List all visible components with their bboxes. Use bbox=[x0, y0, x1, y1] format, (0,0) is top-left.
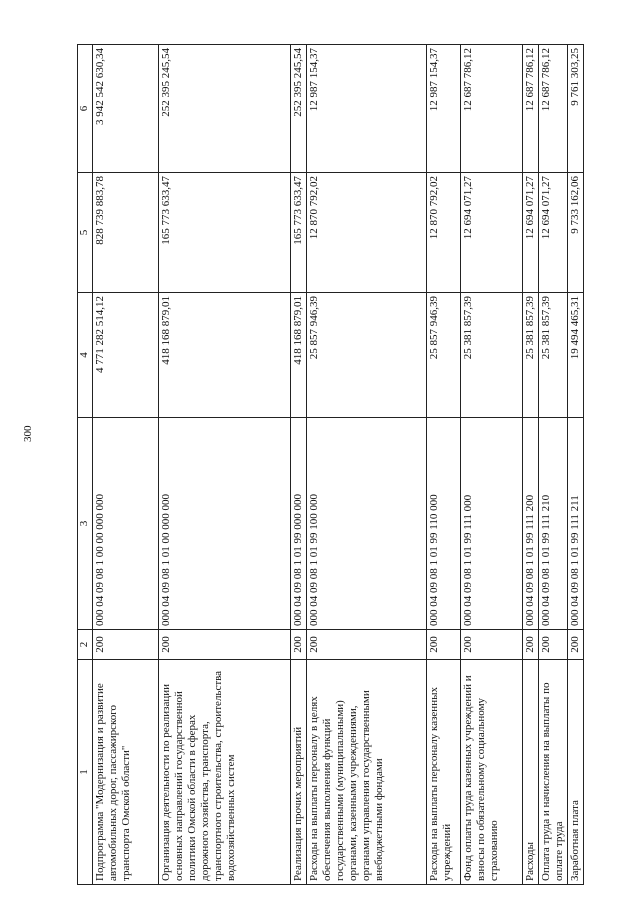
row-value-5: 9 733 162,06 bbox=[568, 173, 584, 293]
budget-table bbox=[77, 44, 584, 885]
row-value-5: 165 773 633,47 bbox=[159, 173, 291, 293]
row-code: 200 bbox=[461, 630, 523, 660]
row-code: 200 bbox=[159, 630, 291, 660]
row-name: Подпрограмма "Модернизация и развитие автомобильных дорог, пассажирского транспорта Омской области" bbox=[93, 660, 159, 885]
row-classification: 000 04 09 08 1 00 00 000 000 bbox=[93, 418, 159, 630]
row-value-6: 9 761 303,25 bbox=[568, 45, 584, 173]
row-classification: 000 04 09 08 1 01 99 000 000 bbox=[291, 418, 307, 630]
row-value-4: 418 168 879,01 bbox=[159, 293, 291, 418]
row-value-4: 25 857 946,39 bbox=[307, 293, 427, 418]
row-code: 200 bbox=[568, 630, 584, 660]
page-number: 300 bbox=[22, 425, 34, 442]
row-classification: 000 04 09 08 1 01 99 111 211 bbox=[568, 418, 584, 630]
row-code: 200 bbox=[539, 630, 568, 660]
row-classification: 000 04 09 08 1 01 00 000 000 bbox=[159, 418, 291, 630]
row-value-6: 12 687 786,12 bbox=[539, 45, 568, 173]
row-name: Фонд оплаты труда казенных учреждений и взносы по обязательному социальному страхованию bbox=[461, 660, 523, 885]
row-value-5: 12 694 071,27 bbox=[523, 173, 539, 293]
row-value-6: 252 395 245,54 bbox=[291, 45, 307, 173]
column-header: 3 bbox=[78, 418, 93, 630]
row-value-6: 12 687 786,12 bbox=[523, 45, 539, 173]
row-name: Расходы на выплаты персоналу казенных учреждений bbox=[427, 660, 461, 885]
row-classification: 000 04 09 08 1 01 99 111 210 bbox=[539, 418, 568, 630]
column-header: 4 bbox=[78, 293, 93, 418]
row-value-5: 12 870 792,02 bbox=[307, 173, 427, 293]
row-value-4: 4 771 282 514,12 bbox=[93, 293, 159, 418]
table-row bbox=[93, 45, 159, 885]
table-row bbox=[568, 45, 584, 885]
row-value-4: 25 381 857,39 bbox=[539, 293, 568, 418]
table-row bbox=[427, 45, 461, 885]
table-row bbox=[307, 45, 427, 885]
table-row bbox=[461, 45, 523, 885]
row-name: Организация деятельности по реализации основных направлений государственной политики Омской области в сферах дорожного хозяйства, транспорта, транспортного строительства, строительства водохозяйственных систем bbox=[159, 660, 291, 885]
row-value-5: 165 773 633,47 bbox=[291, 173, 307, 293]
row-classification: 000 04 09 08 1 01 99 111 000 bbox=[461, 418, 523, 630]
row-code: 200 bbox=[307, 630, 427, 660]
row-code: 200 bbox=[427, 630, 461, 660]
row-code: 200 bbox=[291, 630, 307, 660]
table-row bbox=[291, 45, 307, 885]
row-value-6: 252 395 245,54 bbox=[159, 45, 291, 173]
table-row bbox=[539, 45, 568, 885]
rotated-table-container bbox=[77, 45, 607, 885]
row-value-5: 12 694 071,27 bbox=[539, 173, 568, 293]
row-value-6: 12 687 786,12 bbox=[461, 45, 523, 173]
row-code: 200 bbox=[93, 630, 159, 660]
row-value-4: 25 857 946,39 bbox=[427, 293, 461, 418]
row-value-4: 19 494 465,31 bbox=[568, 293, 584, 418]
row-value-6: 12 987 154,37 bbox=[307, 45, 427, 173]
row-value-5: 12 870 792,02 bbox=[427, 173, 461, 293]
table-row bbox=[159, 45, 291, 885]
table-header-row bbox=[78, 45, 93, 885]
column-header: 2 bbox=[78, 630, 93, 660]
row-value-6: 12 987 154,37 bbox=[427, 45, 461, 173]
row-value-6: 3 942 542 630,34 bbox=[93, 45, 159, 173]
row-value-4: 418 168 879,01 bbox=[291, 293, 307, 418]
row-name: Расходы на выплаты персоналу в целях обеспечения выполнения функций государственными (муниципальными) органами, казенными учреждениями, органами управления государственными внебюджетными фондами bbox=[307, 660, 427, 885]
row-value-5: 828 739 883,78 bbox=[93, 173, 159, 293]
row-classification: 000 04 09 08 1 01 99 110 000 bbox=[427, 418, 461, 630]
row-value-4: 25 381 857,39 bbox=[523, 293, 539, 418]
row-name: Расходы bbox=[523, 660, 539, 885]
row-name: Оплата труда и начисления на выплаты по оплате труда bbox=[539, 660, 568, 885]
row-code: 200 bbox=[523, 630, 539, 660]
row-value-5: 12 694 071,27 bbox=[461, 173, 523, 293]
column-header: 5 bbox=[78, 173, 93, 293]
row-classification: 000 04 09 08 1 01 99 100 000 bbox=[307, 418, 427, 630]
row-name: Заработная плата bbox=[568, 660, 584, 885]
column-header: 1 bbox=[78, 660, 93, 885]
table-row bbox=[523, 45, 539, 885]
row-classification: 000 04 09 08 1 01 99 111 200 bbox=[523, 418, 539, 630]
row-name: Реализация прочих мероприятий bbox=[291, 660, 307, 885]
row-value-4: 25 381 857,39 bbox=[461, 293, 523, 418]
column-header: 6 bbox=[78, 45, 93, 173]
